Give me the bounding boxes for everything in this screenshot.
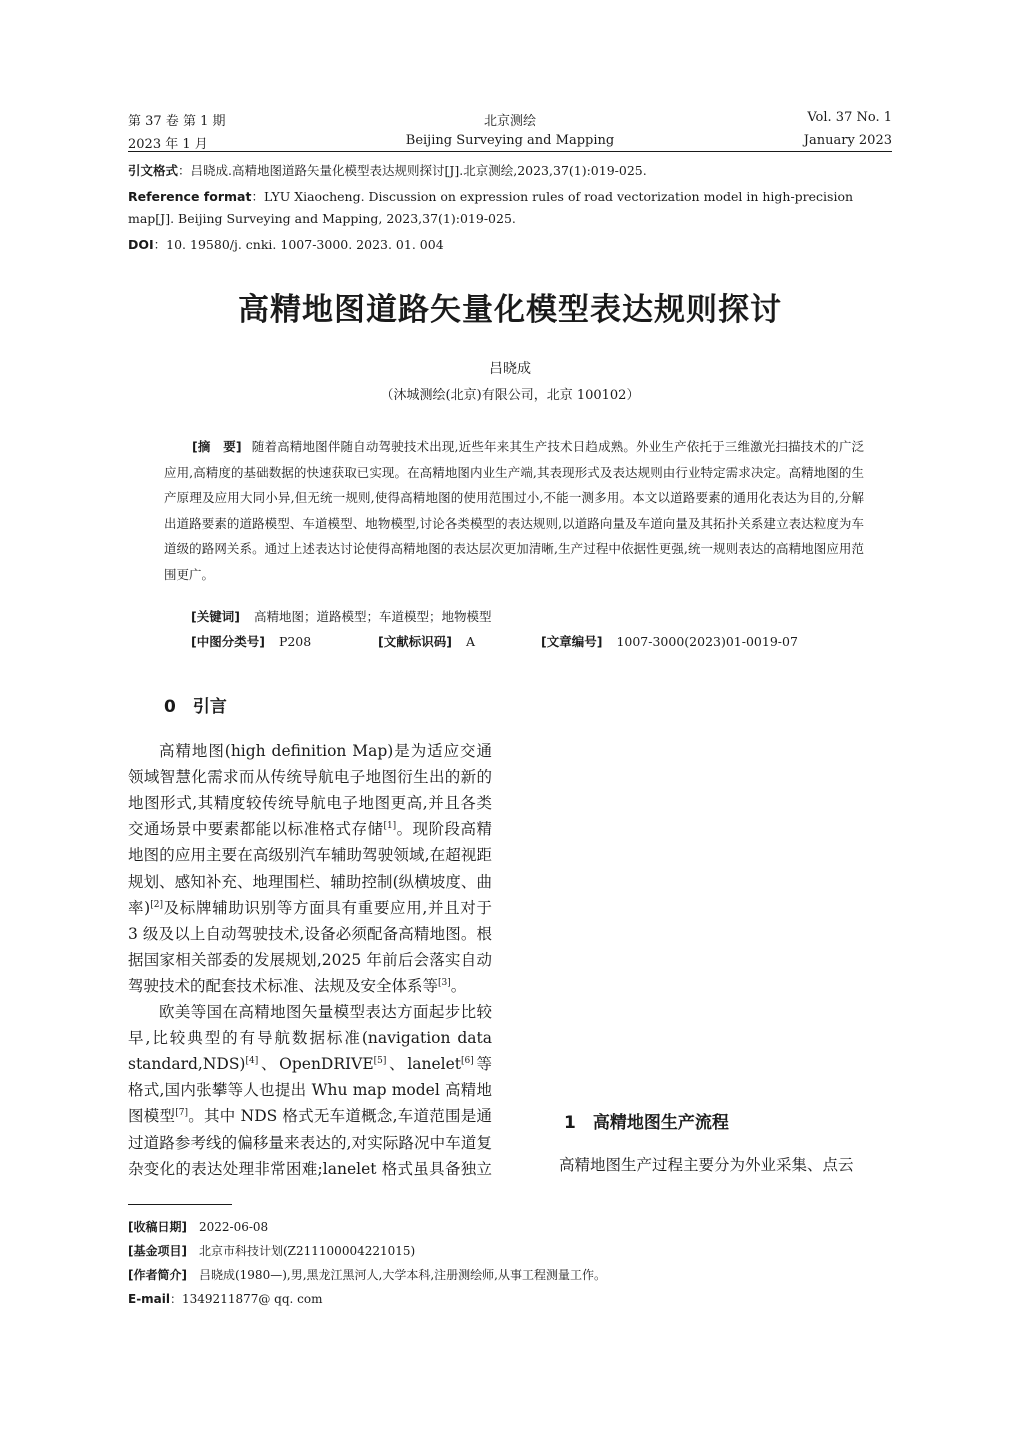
para1-part-b: 。现阶段高精地图的应用主要在高级别汽车辅助驾驶领域,在超视距规划、感知补充、地理围栏、辅助控制(纵横坡度、曲率) (128, 820, 492, 917)
author-name: 吕晓成 (489, 361, 531, 377)
doc-code-value: A (465, 634, 475, 649)
received-value: 2022-06-08 (198, 1220, 269, 1234)
clc-number (191, 632, 311, 650)
citation-cn (128, 160, 892, 182)
paper-title: 高精地图道路矢量化模型表达规则探讨 (238, 292, 782, 328)
header-journal-cn: 北京测绘 (483, 114, 536, 129)
para2-part-b: 、OpenDRIVE (258, 1055, 374, 1074)
citation-cn-label: 引文格式 (128, 163, 179, 178)
footnote-author (128, 1266, 606, 1283)
body-column-left (128, 694, 492, 1184)
article-number (541, 632, 798, 650)
article-number-label: [文章编号] (541, 634, 603, 649)
header-journal-en: Beijing Surveying and Mapping (405, 133, 615, 148)
citation-en (128, 186, 892, 230)
received-label: [收稿日期] (128, 1220, 187, 1234)
footnote-received (128, 1218, 268, 1235)
footnote-email (128, 1290, 323, 1307)
clc-value: P208 (278, 634, 312, 649)
author-bio-value: 吕晓成(1980—),男,黑龙江黑河人,大学本科,注册测绘师,从事工程测量工作。 (198, 1268, 606, 1282)
header-vol-no-en: Vol. 37 No. 1 (807, 110, 892, 125)
para2-part-e: 。其中 NDS 格式无车道概念,车道范围是通过道路参考线的偏移量来表达的,对实际路况中车道复杂变化的表达处理非常困难;lanelet 格式虽具备独立 (128, 1107, 492, 1178)
fund-label: [基金项目] (128, 1244, 187, 1258)
paragraph-standards (128, 999, 492, 1184)
header-date-cn: 2023 年 1 月 (128, 137, 208, 152)
email-label: E-mail (128, 1292, 171, 1306)
para1-part-d: 。 (450, 976, 467, 995)
clc-label: [中图分类号] (191, 634, 265, 649)
footnote-rule (128, 1204, 232, 1205)
doi (128, 234, 892, 256)
para2-part-c: 、lanelet (386, 1055, 462, 1074)
para2-part-d: 等格式,国内张攀等人也提出 Whu map model 高精地图模型 (128, 1055, 492, 1126)
affiliation: （沐城测绘(北京)有限公司，北京 100102） (380, 388, 640, 403)
citation-ref-2: [2] (150, 899, 163, 910)
citation-cn-text: ：吕晓成.高精地图道路矢量化模型表达规则探讨[J].北京测绘,2023,37(1):019-025. (178, 163, 647, 178)
section-0-title: 0 引言 (164, 697, 227, 717)
email-value: ：1349211877@ qq. com (170, 1292, 323, 1306)
citation-ref-1: [1] (383, 821, 397, 832)
citation-ref-4: [4] (245, 1056, 259, 1067)
keywords (191, 607, 491, 625)
abstract-text: 随着高精地图伴随自动驾驶技术出现,近些年来其生产技术日趋成熟。外业生产依托于三维激光扫描技术的广泛应用,高精度的基础数据的快速获取已实现。在高精地图内业生产端,其表现形式及表达规则由行业特定需求决定。高精地图的生产原理及应用大同小异,但无统一规则,使得高精地图的使用范围过小,不能一测多用。本文以道路要素的通用化表达为目的,分解出道路要素的道路模型、车道模型、地物模型,讨论各类模型的表达规则,以道路向量及车道向量及其拓扑关系建立表达粒度为车道级的路网关系。通过上述表达讨论使得高精地图的表达层次更加清晰,生产过程中依据性更强,统一规则表达的高精地图应用范围更广。 (164, 439, 864, 582)
keywords-text: 高精地图；道路模型；车道模型；地物模型 (253, 609, 492, 624)
author-bio-label: [作者简介] (128, 1268, 187, 1282)
section-1-title: 1 高精地图生产流程 (564, 1113, 729, 1133)
abstract-label: [摘 要] (192, 439, 242, 454)
footnote-fund (128, 1242, 415, 1259)
citation-ref-6: [6] (461, 1056, 474, 1067)
fund-value: 北京市科技计划(Z211100004221015) (198, 1244, 416, 1258)
citation-en-text: ：LYU Xiaocheng. Discussion on expression rules of road vectorization model in high-precision map[J]. Beijing Surveying and Mapping, 2023,37(1):019-025. (128, 189, 854, 226)
citation-ref-3: [3] (438, 977, 451, 988)
paragraph-production: 高精地图生产过程主要分为外业采集、点云 (559, 1156, 854, 1175)
citation-ref-5: [5] (373, 1056, 387, 1067)
citation-ref-7: [7] (175, 1108, 188, 1119)
paragraph-intro (128, 738, 492, 999)
doi-text: ：10. 19580/j. cnki. 1007-3000. 2023. 01. 004 (153, 237, 444, 252)
doi-label: DOI (128, 237, 154, 252)
paragraph-standards-continued (528, 680, 892, 1098)
para1-part-a: 高精地图(high definition Map)是为适应交通领域智慧化需求而从传统导航电子地图衍生出的新的地图形式,其精度较传统导航电子地图更高,并且各类交通场景中要素都能以标准格式存储 (128, 742, 492, 839)
body-column-right (528, 680, 892, 1178)
keywords-label: [关键词] (191, 609, 240, 624)
document-code (378, 632, 475, 650)
article-number-value: 1007-3000(2023)01-0019-07 (616, 634, 798, 649)
citation-en-label: Reference format (128, 189, 252, 204)
abstract (164, 434, 864, 587)
doc-code-label: [文献标识码] (378, 634, 452, 649)
para2-part-a: 欧美等国在高精地图矢量模型表达方面起步比较早,比较典型的有导航数据标准(navigation data standard,NDS) (128, 1003, 492, 1074)
header-date-en: January 2023 (803, 133, 892, 148)
para1-part-c: 及标牌辅助识别等方面具有重要应用,并且对于 3 级及以上自动驾驶技术,设备必须配备高精地图。根据国家相关部委的发展规划,2025 年前后会落实自动驾驶技术的配套技术标准、法规及安全体系等 (128, 898, 492, 995)
header-volume-issue: 第 37 卷 第 1 期 (128, 114, 226, 129)
header-rule (128, 151, 892, 152)
